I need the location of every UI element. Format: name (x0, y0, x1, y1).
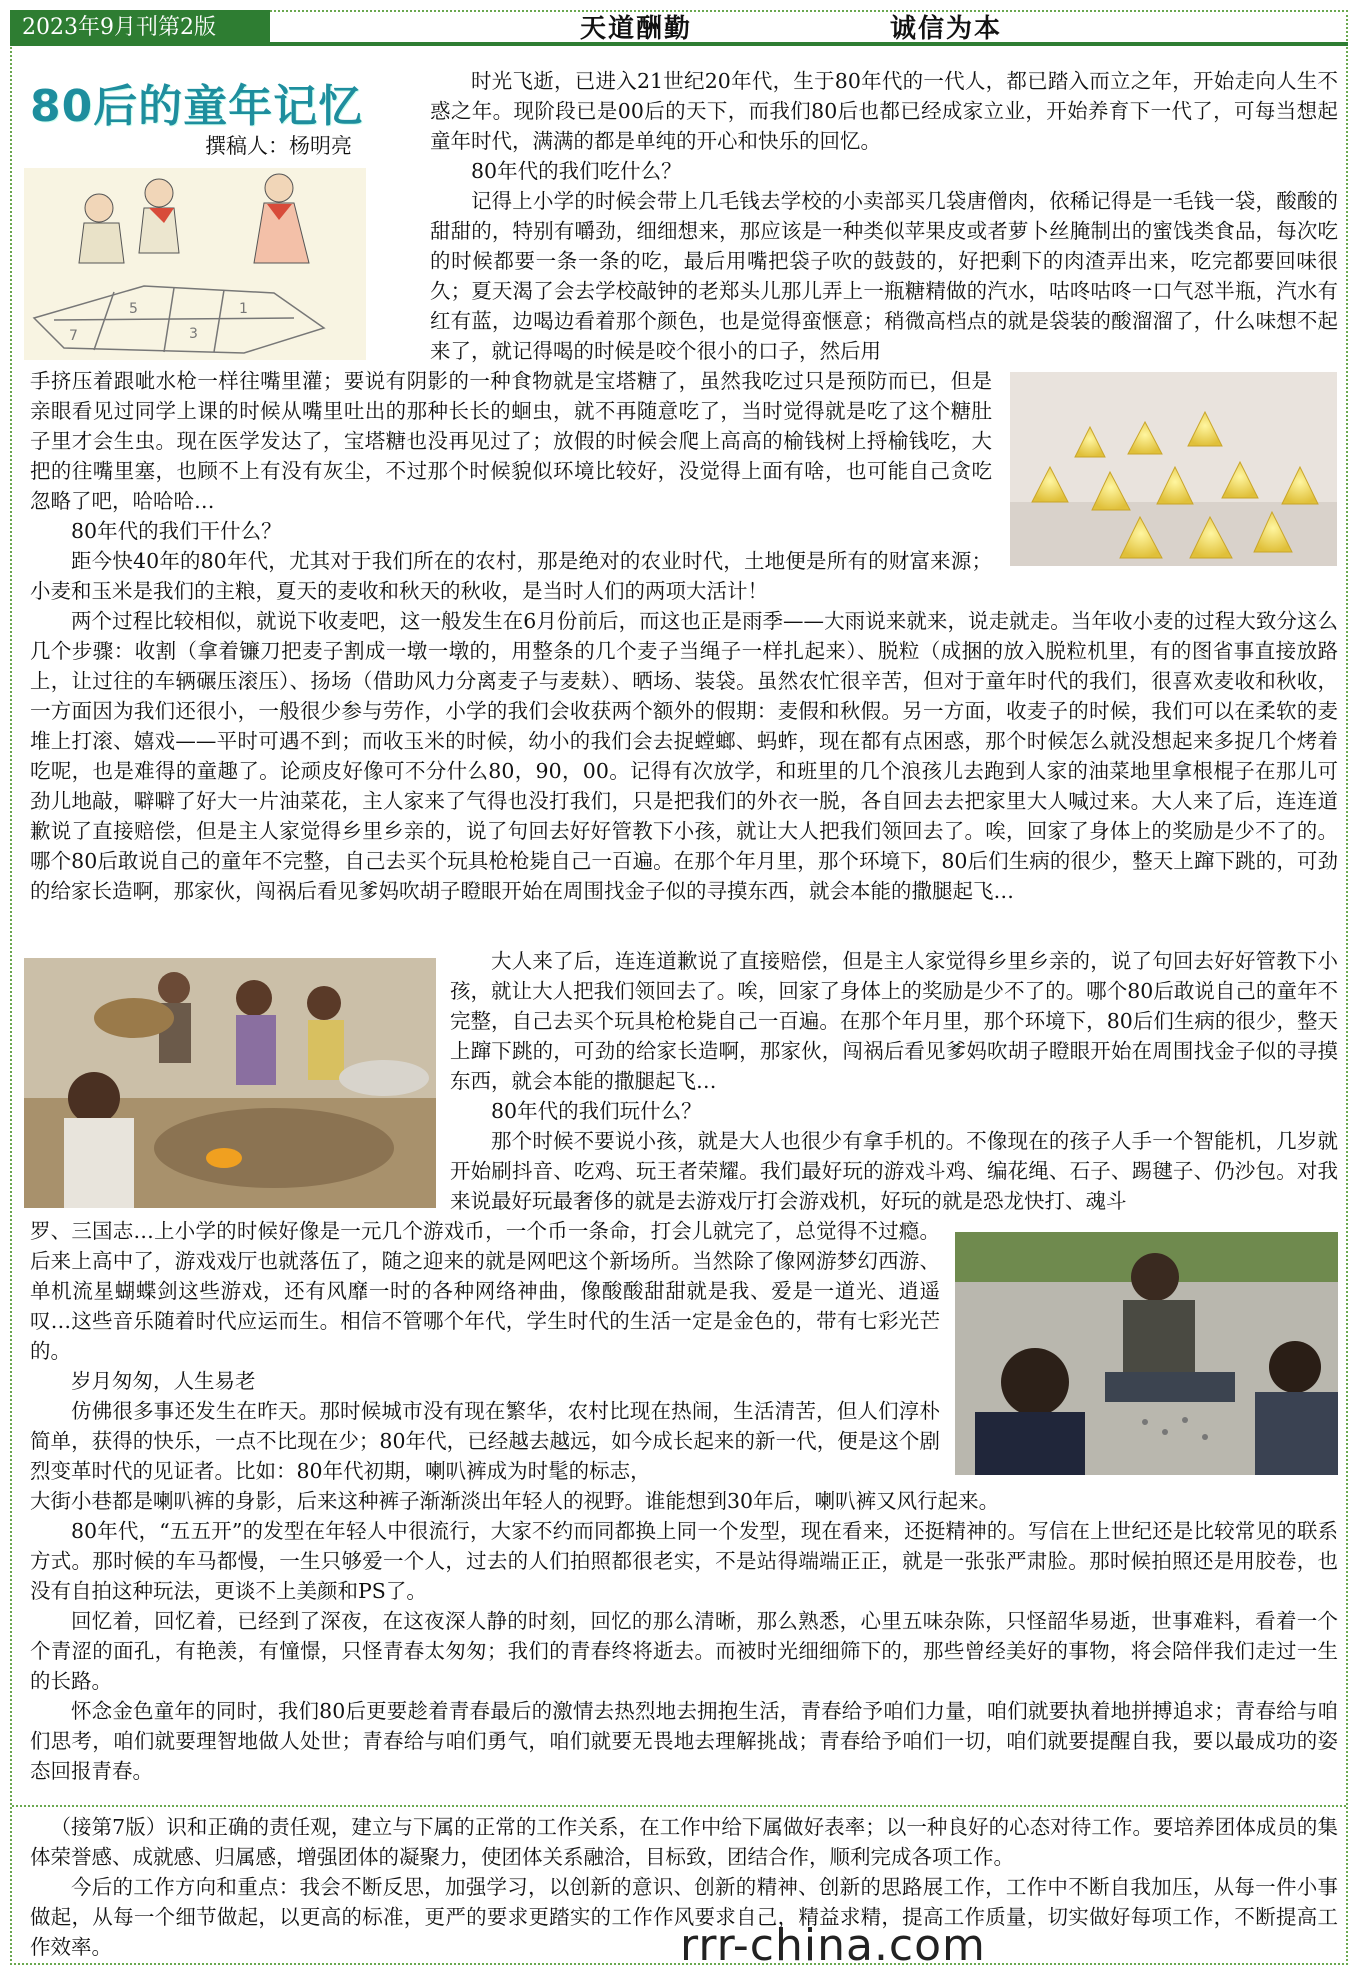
watermark: rrr-china.com (680, 1920, 986, 1971)
para-apology: 大人来了后，连连道歉说了直接赔偿，但是主人家觉得乡里乡亲的，说了句回去好好管教下小孩，就让大人把我们领回去了。唉，回家了身体上的奖励是少不了的。哪个80后敢说自己的童年不完整，自己去买个玩具枪枪毙自己一百遍。在那个年月里，那个环境下，80后们生病的很少，整天上蹿下跳的，可劲的给家长造啊，那家伙，闯祸后看见爹妈吹胡子瞪眼开始在周围找金子似的寻摸东西，就会本能的撒腿起飞… (450, 949, 1338, 1093)
para-closing: 怀念金色童年的同时，我们80后更要趁着青春最后的激情去热烈地去拥抱生活，青春给予咱们力量，咱们就要执着地拼搏追求；青春给与咱们思考，咱们就要理智地做人处世；青春给与咱们勇气，咱们就要无畏地去理解挑战；青春给予咱们一切，咱们就要提醒自我，要以最成功的姿态回报青春。 (30, 1699, 1338, 1783)
para-intro: 时光飞逝，已进入21世纪20年代，生于80年代的一代人，都已踏入而立之年，开始走向人生不惑之年。现阶段已是00后的天下，而我们80后也都已经成家立业，开始养育下一代了，可每当想起童年时代，满满的都是单纯的开心和快乐的回忆。 (430, 69, 1338, 153)
para-fashion: 80年代，“五五开”的发型在年轻人中很流行，大家不约而同都换上同一个发型，现在看来，还挺精神的。写信在上世纪还是比较常见的联系方式。那时候的车马都慢，一生只够爱一个人，过去的人们拍照都很老实，不是站得端端正正，就是一张张严肃脸。那时候拍照还是用胶卷，也没有自拍这种玩法，更谈不上美颜和PS了。 (30, 1519, 1338, 1603)
continued-para-1: （接第7版）识和正确的责任观，建立与下属的正常的工作关系，在工作中给下属做好表率；以一种良好的心态对待工作。要培养团体成员的集体荣誉感、成就感、归属感，增强团体的凝聚力，使团体关系融洽，目标致，团结合作，顺利完成各项工作。 (30, 1815, 1338, 1869)
para-farming: 距今快40年的80年代，尤其对于我们所在的农村，那是绝对的农业时代，土地便是所有的财富来源；小麦和玉米是我们的主粮，夏天的麦收和秋天的秋收，是当时人们的两项大活计！ (30, 549, 992, 603)
subheading-time: 岁月匆匆，人生易老 (71, 1369, 256, 1393)
svg-text:3: 3 (189, 326, 198, 342)
kids-playing-stones-photo (955, 1232, 1338, 1475)
section-divider (12, 1805, 1346, 1807)
para-recall: 回忆着，回忆着，已经到了深夜，在这夜深人静的时刻，回忆的那么清晰，那么熟悉，心里五味杂陈，只怪韶华易逝，世事难料，看着一个个青涩的面孔，有艳羡，有憧憬，只怪青春太匆匆；我们的青春终将逝去。而被时光细细筛下的，那些曾经美好的事物，将会陪伴我们走过一生的长路。 (30, 1609, 1338, 1693)
article-title: 80后的童年记忆 (30, 81, 364, 132)
continued-para-2: 今后的工作方向和重点：我会不断反思，加强学习，以创新的意识、创新的精神、创新的思路展工作，工作中不断自我加压，从每一件小事做起，从每一个细节做起，以更高的标准，更严的要求更踏实的工作作风要求自己，精益求精，提高工作质量，切实做好每项工作，不断提高工作效率。 (30, 1875, 1338, 1959)
kids-cooking-fire-photo (24, 958, 436, 1208)
svg-text:1: 1 (239, 301, 248, 317)
hopscotch-illustration (24, 168, 366, 360)
para-harvest: 两个过程比较相似，就说下收麦吧，这一般发生在6月份前后，而这也正是雨季——大雨说来就来，说走就走。当年收小麦的过程大致分这么几个步骤：收割（拿着镰刀把麦子割成一墩一墩的，用整条的几个麦子当绳子一样扎起来）、脱粒（成捆的放入脱粒机里，有的图省事直接放路上，让过往的车辆碾压滚压）、扬场（借助风力分离麦子与麦麸）、晒场、装袋。虽然农忙很辛苦，但对于童年时代的我们，很喜欢麦收和秋收，一方面因为我们还很小，一般很少参与劳作，小学的我们会收获两个额外的假期：麦假和秋假。另一方面，收麦子的时候，我们可以在柔软的麦堆上打滚、嬉戏——平时可遇不到；而收玉米的时候，幼小的我们会去捉螳螂、蚂蚱，现在都有点困惑，那个时候怎么就没想起来多捉几个烤着吃呢，也是难得的童趣了。论顽皮好像可不分什么80，90，00。记得有次放学，和班里的几个浪孩儿去跑到人家的油菜地里拿根棍子在那儿可劲儿地敲，噼噼了好大一片油菜花，主人家来了气得也没打我们，只是把我们的外衣一脱，各自回去去把家里大人喊过来。大人来了后，连连道歉说了直接赔偿，但是主人家觉得乡里乡亲的，说了句回去好好管教下小孩，就让大人把我们领回去了。唉，回家了身体上的奖励是少不了的。哪个80后敢说自己的童年不完整，自己去买个玩具枪枪毙自己一百遍。在那个年月里，那个环境下，80后们生病的很少，整天上蹿下跳的，可劲的给家长造啊，那家伙，闯祸后看见爹妈吹胡子瞪眼开始在周围找金子似的寻摸东西，就会本能的撒腿起飞… (30, 609, 1338, 903)
question-do: 80年代的我们干什么？ (71, 519, 282, 543)
issue-label: 2023年9月刊第2版 (10, 10, 270, 46)
question-eat: 80年代的我们吃什么？ (471, 159, 682, 183)
para-food: 记得上小学的时候会带上几毛钱去学校的小卖部买几袋唐僧肉，依稀记得是一毛钱一袋，酸酸的甜甜的，特别有嚼劲，细细想来，那应该是一种类似苹果皮或者萝卜丝腌制出的蜜饯类食品，每次吃的时候都要一条一条的吃，最后用嘴把袋子吹的鼓鼓的，好把剩下的肉渣弄出来，吃完都要回味很久；夏天渴了会去学校敲钟的老郑头儿那儿弄上一瓶糖精做的汽水，咕咚咕咚一口气怼半瓶，汽水有红有蓝，边喝边看着那个颜色，也是觉得蛮惬意；稍微高档点的就是袋装的酸溜溜了，什么味想不起来了，就记得喝的时候是咬个很小的口子，然后用 (430, 189, 1338, 363)
para-memory: 仿佛很多事还发生在昨天。那时候城市没有现在繁华，农村比现在热闹，生活清苦，但人们淳朴简单，获得的快乐，一点不比现在少；80年代，已经越去越远，如今成长起来的新一代，便是这个剧烈变革时代的见证者。比如：80年代初期，喇叭裤成为时髦的标志， (30, 1399, 940, 1483)
para-games: 那个时候不要说小孩，就是大人也很少有拿手机的。不像现在的孩子人手一个智能机，几岁就开始刷抖音、吃鸡、玩王者荣耀。我们最好玩的游戏斗鸡、编花绳、石子、踢毽子、仍沙包。对我来说最好玩最奢侈的就是去游戏厅打会游戏机，好玩的就是恐龙快打、魂斗 (450, 1129, 1338, 1213)
motto-right: 诚信为本 (890, 14, 1003, 44)
para-food-cont: 手挤压着跟呲水枪一样往嘴里灌；要说有阴影的一种食物就是宝塔糖了，虽然我吃过只是预防而已，但是亲眼看见过同学上课的时候从嘴里吐出的那种长长的蛔虫，就不再随意吃了，当时觉得就是吃了这个糖肚子里才会生虫。现在医学发达了，宝塔糖也没再见过了；放假的时候会爬上高高的榆钱树上捋榆钱吃，大把的往嘴里塞，也顾不上有没有灰尘，不过那个时候貌似环境比较好，没觉得上面有啥，也可能自己贪吃忽略了吧，哈哈哈… (30, 369, 992, 513)
para-memory-cont: 大街小巷都是喇叭裤的身影，后来这种裤子渐渐淡出年轻人的视野。谁能想到30年后，喇叭裤又风行起来。 (30, 1489, 1000, 1513)
header-rule (270, 42, 1348, 46)
article-author: 撰稿人：杨明亮 (205, 134, 352, 158)
svg-text:7: 7 (69, 328, 78, 344)
question-play: 80年代的我们玩什么？ (491, 1099, 702, 1123)
pagoda-candy-photo (1010, 372, 1337, 566)
motto-left: 天道酬勤 (580, 14, 693, 44)
para-games-cont: 罗、三国志…上小学的时候好像是一元几个游戏币，一个币一条命，打会儿就完了，总觉得不过瘾。后来上高中了，游戏戏厅也就落伍了，随之迎来的就是网吧这个新场所。当然除了像网游梦幻西游、单机流星蝴蝶剑这些游戏，还有风靡一时的各种网络神曲，像酸酸甜甜就是我、爱是一道光、逍遥叹…这些音乐随着时代应运而生。相信不管哪个年代，学生时代的生活一定是金色的，带有七彩光芒的。 (30, 1219, 940, 1363)
svg-text:5: 5 (129, 301, 138, 317)
